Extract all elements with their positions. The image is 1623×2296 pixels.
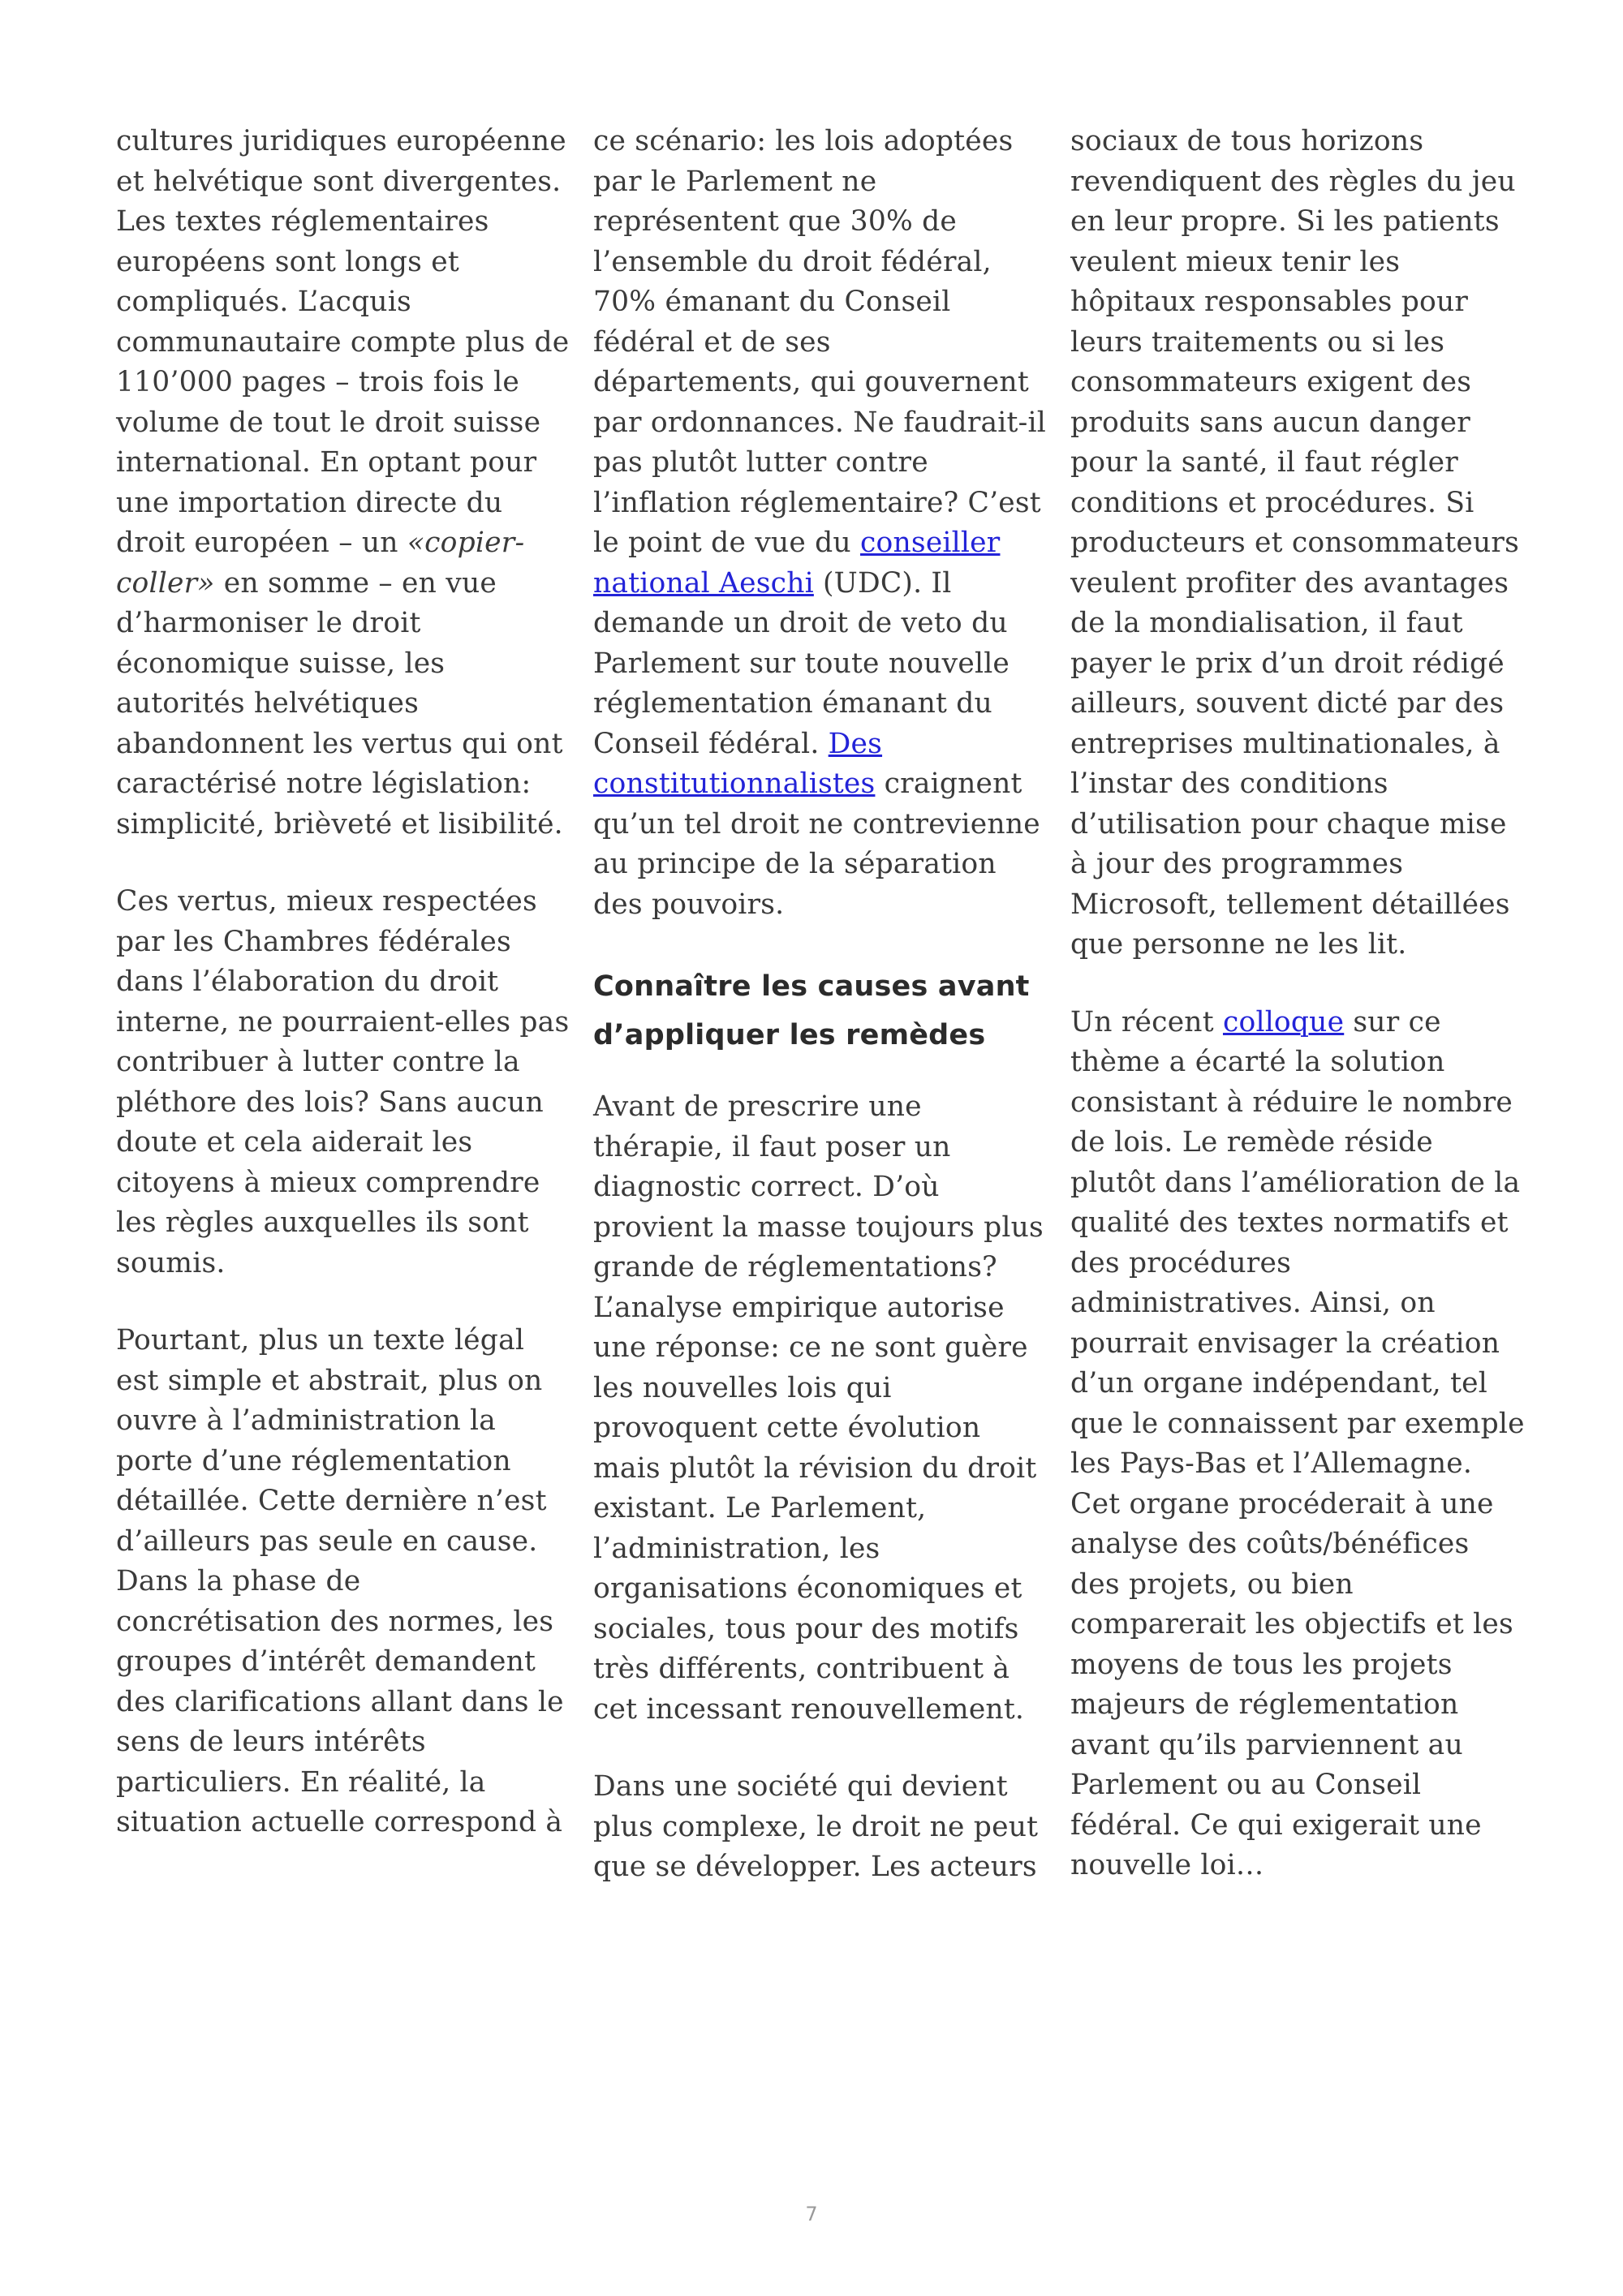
- paragraph: sociaux de tous horizons revendiquent des règles du jeu en leur propre. Si les patients veulent mieux tenir les hôpitaux responsables pour leurs traitements ou si les consommateurs exigent des produits sans aucun danger pour la santé, il faut régler conditions et procédures. Si producteurs et consommateurs veulent profiter des avantages de la mondialisation, il faut payer le prix d’un droit rédigé ailleurs, souvent dicté par des entreprises multinationales, à l’instar des conditions d’utilisation pour chaque mise à jour des programmes Microsoft, tellement détaillées que personne ne les lit.: [1070, 125, 1519, 961]
- italic-quote: «copier-coller»: [116, 527, 525, 600]
- paragraph: Pourtant, plus un texte légal est simple et abstrait, plus on ouvre à l’administration la porte d’une réglementation détaillée. Cette dernière n’est d’ailleurs pas seule en cause. Dans la phase de concrétisation des normes, les groupes d’intérêt demandent des clarifications allant dans le sens de leurs intérêts particuliers. En réalité, la situation actuelle correspond à: [116, 1324, 564, 1838]
- article-column-3: [1070, 122, 1525, 1886]
- paragraph-text: Un récent: [1070, 1005, 1223, 1038]
- link-conseiller-national-aeschi[interactable]: conseiller national Aeschi: [593, 527, 1001, 600]
- article-column-2: [593, 122, 1048, 1888]
- paragraph-text: (UDC). Il demande un droit de veto du Parlement sur toute nouvelle réglementation émanant du Conseil fédéral.: [593, 566, 1010, 760]
- paragraph-text: craignent qu’un tel droit ne contrevienne au principe de la séparation des pouvoirs.: [593, 767, 1040, 921]
- paragraph: Dans une société qui devient plus complexe, le droit ne peut que se développer. Les acteurs: [593, 1770, 1039, 1883]
- article-column-1: [116, 122, 570, 1843]
- paragraph: Ces vertus, mieux respectées par les Chambres fédérales dans l’élaboration du droit interne, ne pourraient-elles pas contribuer à lutter contre la pléthore des lois? Sans aucun doute et cela aiderait les citoyens à mieux comprendre les règles auxquelles ils sont soumis.: [116, 885, 570, 1279]
- paragraph: [1070, 1003, 1525, 1886]
- paragraph-text: cultures juridiques européenne et helvétique sont divergentes. Les textes réglementaires européens sont longs et compliqués. L’acquis communautaire compte plus de 110’000 pages – trois fois le volume de tout le droit suisse international. En optant pour une importation directe du droit européen – un: [116, 125, 570, 559]
- paragraph-text: ce scénario: les lois adoptées par le Parlement ne représentent que 30% de l’ensemble du droit fédéral, 70% émanant du Conseil fédéral et de ses départements, qui gouvernent par ordonnances. Ne faudrait-il pas plutôt lutter contre l’inflation réglementaire? C’est le point de vue du: [593, 125, 1046, 559]
- paragraph: Avant de prescrire une thérapie, il faut poser un diagnostic correct. D’où provient la masse toujours plus grande de réglementations? L’analyse empirique autorise une réponse: ce ne sont guère les nouvelles lois qui provoquent cette évolution mais plutôt la révision du droit existant. Le Parlement, l’administration, les organisations économiques et sociales, tous pour des motifs très différents, contribuent à cet incessant renouvellement.: [593, 1090, 1044, 1726]
- section-heading: Connaître les causes avant d’appliquer les remèdes: [593, 970, 1030, 1051]
- paragraph-text: en somme – en vue d’harmoniser le droit économique suisse, les autorités helvétiques abandonnent les vertus qui ont caractérisé notre législation: simplicité, brièveté et lisibilité.: [116, 566, 563, 841]
- paragraph: [116, 122, 570, 845]
- page-number: 7: [805, 2203, 818, 2225]
- paragraph-text: sur ce thème a écarté la solution consistant à réduire le nombre de lois. Le remède réside plutôt dans l’amélioration de la qualité des textes normatifs et des procédures administratives. Ainsi, on pourrait envisager la création d’un organe indépendant, tel que le connaissent par exemple les Pays-Bas et l’Allemagne. Cet organe procéderait à une analyse des coûts/bénéfices des projets, ou bien comparerait les objectifs et les moyens de tous les projets majeurs de réglementation avant qu’ils parviennent au Parlement ou au Conseil fédéral. Ce qui exigerait une nouvelle loi…: [1070, 1005, 1525, 1881]
- paragraph: [593, 122, 1048, 925]
- link-colloque[interactable]: colloque: [1222, 1005, 1345, 1038]
- link-constitutionnalistes[interactable]: Des constitutionnalistes: [593, 727, 883, 800]
